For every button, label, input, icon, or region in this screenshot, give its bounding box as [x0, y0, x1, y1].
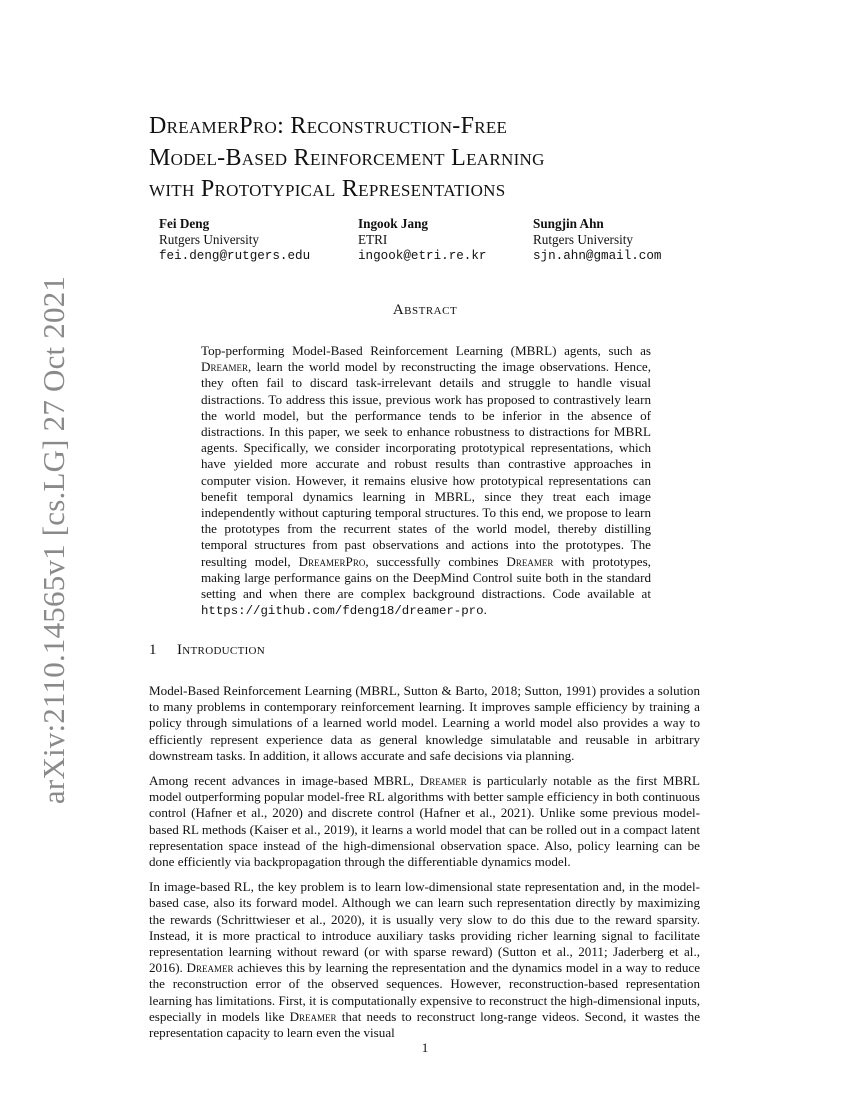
abstract-segment: with prototypes, making large performance gains on the DeepMind Control suite both in the standard setting and when there are complex background distractions. Code available at: [201, 553, 651, 602]
method-name-dreamer: Dreamer: [506, 553, 554, 569]
author-name: Fei Deng: [159, 216, 210, 231]
author-1: [159, 216, 310, 265]
abstract-segment: .: [483, 602, 487, 618]
paragraph-2: [149, 773, 700, 870]
title-line-3: with Prototypical Representations: [149, 176, 506, 202]
author-affiliation: Rutgers University: [533, 232, 633, 248]
introduction-body: [149, 683, 700, 1050]
author-3: [533, 216, 661, 265]
code-url-link[interactable]: https://github.com/fdeng18/dreamer-pro: [201, 604, 484, 619]
page-number: 1: [421, 1040, 429, 1055]
paragraph-segment: that needs to reconstruct long-range videos. Second, it wastes the representation capacity to learn even the visual: [149, 1008, 701, 1041]
title-line-2: Model-Based Reinforcement Learning: [149, 144, 545, 171]
author-email: sjn.ahn@gmail.com: [533, 249, 662, 264]
paragraph-segment: achieves this by learning the representation and the dynamics model in a way to reduce the reconstruction error of the observed sequences. However, reconstruction-based representation learning has limitations. First, it is computationally expensive to reconstruct the high-dimensional inputs, especially in models like: [149, 960, 701, 1024]
title-line-1: DreamerPro: Reconstruction-Free: [149, 113, 508, 139]
paragraph-segment: Among recent advances in image-based MBRL,: [149, 773, 414, 789]
method-name-dreamer: Dreamer: [289, 1008, 337, 1024]
method-name-dreamer: Dreamer: [419, 773, 467, 789]
author-email: fei.deng@rutgers.edu: [159, 249, 311, 264]
abstract-segment: , learn the world model by reconstructing the image observations. Hence, they often fail to discard task-irrelevant details and struggle to handle visual distractions. To address this issue, previous work has proposed to contrastively learn the world model, but the performance tends to be inferior in the absence of distractions. In this paper, we seek to enhance robustness to distractions for MBRL agents. Specifically, we consider incorporating prototypical representations, which have yielded more accurate and robust results than contrastive approaches in computer vision. However, it remains elusive how prototypical representations can benefit temporal dynamics learning in MBRL, since they treat each image independently without capturing temporal structures. To this end, we propose to learn the prototypes from the recurrent states of the world model, thereby distilling temporal structures from past observations and actions into the prototypes. The resulting model,: [201, 359, 651, 569]
method-name-dreamer: Dreamer: [186, 960, 234, 976]
section-title: Introduction: [177, 642, 266, 658]
author-name: Ingook Jang: [358, 216, 428, 231]
author-email: ingook@etri.re.kr: [358, 249, 487, 264]
method-name-dreamerpro: DreamerPro: [298, 553, 366, 569]
paragraph-3: [149, 879, 700, 1041]
paper-title: [149, 111, 749, 206]
author-affiliation: Rutgers University: [159, 232, 259, 248]
abstract-text: [201, 343, 651, 619]
paragraph-1: Model-Based Reinforcement Learning (MBRL, Sutton & Barto, 2018; Sutton, 1991) provides a solution to many problems in contemporary reinforcement learning. It improves sample efficiency by training a policy through simulations of a learned world model. Learning a world model also provides a way to efficiently represent experience data as general knowledge simulatable and reusable in arbitrary downstream tasks. In addition, it allows accurate and safe decisions via planning.: [149, 683, 700, 763]
arxiv-identifier-text: arXiv:2110.14565v1 [cs.LG] 27 Oct 2021: [36, 275, 71, 805]
abstract-segment: , successfully combines: [365, 553, 499, 569]
author-affiliation: ETRI: [358, 232, 388, 248]
section-heading-introduction: [149, 642, 265, 659]
author-name: Sungjin Ahn: [533, 216, 604, 231]
paragraph-segment: In image-based RL, the key problem is to learn low-dimensional state representation and, in the model-based case, also its forward model. Although we can learn such representation directly by maximizing the rewards (Schrittwieser et al., 2020), it is usually very slow to do this due to the reward sparsity. Instead, it is more practical to introduce auxiliary tasks providing richer learning signal to facilitate representation learning without reward (or with sparse reward) (Sutton et al., 2011; Jaderberg et al., 2016).: [149, 879, 700, 976]
abstract-segment: Top-performing Model-Based Reinforcement Learning (MBRL) agents, such as: [201, 343, 651, 358]
author-2: [358, 216, 486, 265]
section-number: 1: [149, 642, 157, 658]
paragraph-segment: is particularly notable as the first MBRL model outperforming popular model-free RL algorithms with better sample efficiency in both continuous control (Hafner et al., 2020) and discrete control (Hafner et al., 2021). Unlike some previous model-based RL methods (Kaiser et al., 2019), it learns a world model that can be rolled out in a compact latent representation space instead of the high-dimensional observation space. Also, policy learning can be done efficiently via backpropagation through the differentiable dynamics model.: [149, 773, 700, 870]
method-name-dreamer: Dreamer: [201, 359, 248, 375]
abstract-heading: Abstract: [392, 302, 458, 318]
